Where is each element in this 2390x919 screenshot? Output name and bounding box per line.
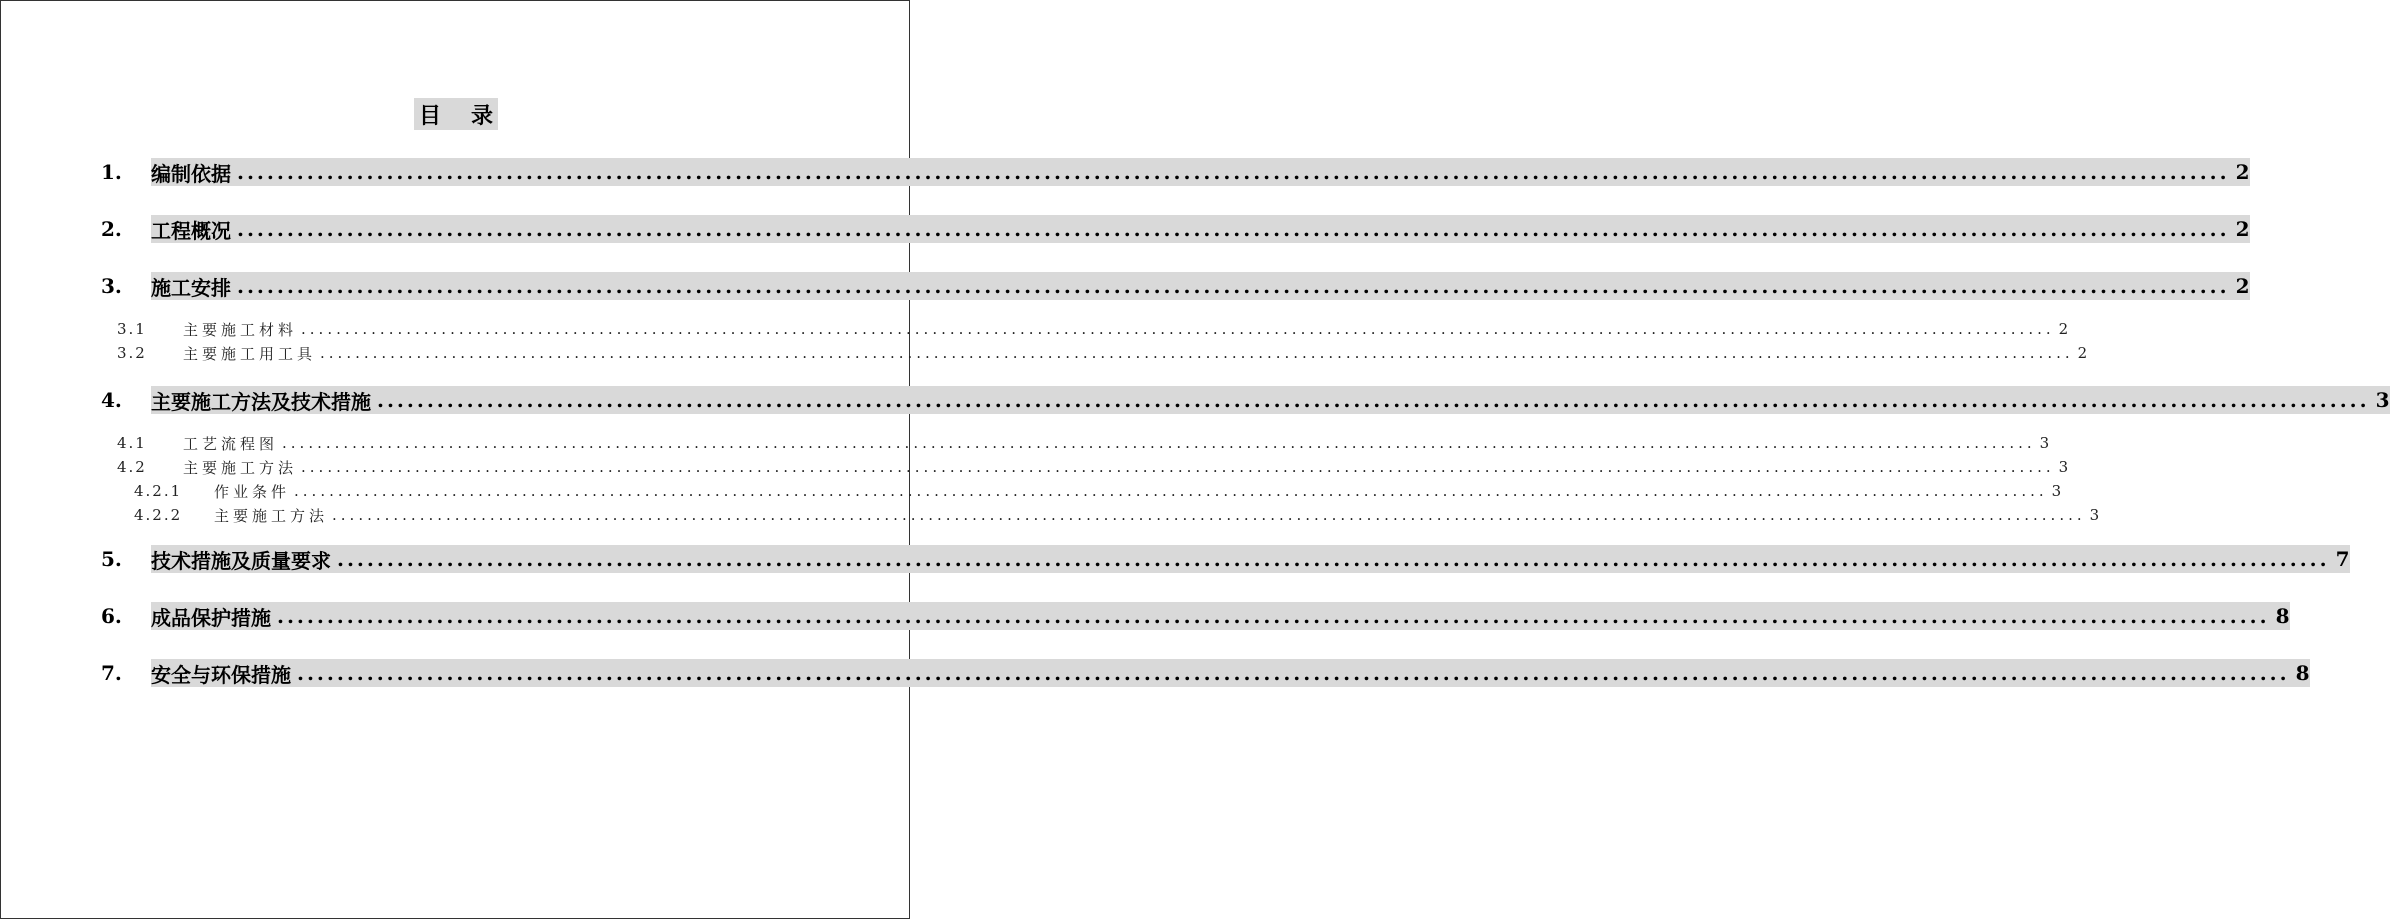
toc-entry-3[interactable]	[101, 272, 2250, 300]
toc-leader: ........................................................................................................................................................................................................	[301, 458, 2055, 476]
toc-entry-number: 7.	[101, 661, 151, 685]
toc-entry-text: 工程概况	[151, 218, 231, 243]
toc-entry-text: 作业条件	[214, 482, 291, 501]
toc-entry-text: 主要施工方法	[214, 506, 329, 525]
toc-leader: ........................................................................................................................................................................................................	[237, 217, 2230, 241]
toc-entry-text: 工艺流程图	[183, 434, 279, 453]
toc-entry-6[interactable]	[101, 602, 2290, 630]
toc-entry-5[interactable]	[101, 545, 2350, 573]
toc-entry-number: 4.2	[117, 458, 147, 476]
toc-leader: ........................................................................................................................................................................................................	[237, 274, 2230, 298]
toc-leader: ........................................................................................................................................................................................................	[297, 661, 2290, 685]
toc-entry-page: 2	[2235, 274, 2250, 298]
toc-title-left: 目	[418, 102, 441, 129]
toc-entry-4[interactable]	[101, 386, 2390, 414]
toc-leader: ........................................................................................................................................................................................................	[301, 320, 2055, 338]
toc-entry-page: 3	[2039, 434, 2050, 452]
toc-entry-3-2[interactable]	[117, 342, 2088, 364]
toc-entry-text: 技术措施及质量要求	[151, 548, 331, 573]
toc-leader: ........................................................................................................................................................................................................	[337, 547, 2330, 571]
toc-leader: ........................................................................................................................................................................................................	[377, 388, 2370, 412]
toc-title-right: 录	[471, 102, 494, 129]
toc-entry-text: 主要施工方法及技术措施	[151, 389, 371, 414]
toc-entry-page: 2	[2235, 160, 2250, 184]
toc-leader: ........................................................................................................................................................................................................	[320, 344, 2074, 362]
toc-leader: ........................................................................................................................................................................................................	[237, 160, 2230, 184]
toc-entry-text: 编制依据	[151, 161, 231, 186]
toc-entry-1[interactable]	[101, 158, 2250, 186]
toc-entry-3-1[interactable]	[117, 318, 2069, 340]
toc-entry-4-2-2[interactable]	[134, 504, 2100, 526]
toc-entry-text: 主要施工方法	[183, 458, 298, 477]
toc-entry-4-1[interactable]	[117, 432, 2050, 454]
toc-entry-page: 8	[2275, 604, 2290, 628]
toc-entry-text: 主要施工用工具	[183, 344, 317, 363]
toc-entry-number: 4.1	[117, 434, 147, 452]
toc-leader: ........................................................................................................................................................................................................	[294, 482, 2048, 500]
toc-entry-text: 成品保护措施	[151, 605, 271, 630]
toc-entry-number: 4.2.1	[134, 482, 183, 500]
toc-entry-text: 安全与环保措施	[151, 662, 291, 687]
toc-entry-text: 施工安排	[151, 275, 231, 300]
toc-entry-number: 6.	[101, 604, 151, 628]
toc-leader: ........................................................................................................................................................................................................	[277, 604, 2270, 628]
toc-leader: ........................................................................................................................................................................................................	[282, 434, 2036, 452]
toc-entry-number: 1.	[101, 160, 151, 184]
toc-entry-number: 5.	[101, 547, 151, 571]
toc-entry-page: 2	[2235, 217, 2250, 241]
toc-entry-7[interactable]	[101, 659, 2310, 687]
toc-entry-page: 2	[2058, 320, 2069, 338]
toc-title	[414, 98, 498, 130]
toc-entry-number: 2.	[101, 217, 151, 241]
toc-entry-page: 3	[2058, 458, 2069, 476]
toc-entry-page: 2	[2077, 344, 2088, 362]
toc-entry-page: 7	[2335, 547, 2350, 571]
toc-entry-page: 3	[2051, 482, 2062, 500]
toc-entry-page: 3	[2375, 388, 2390, 412]
toc-entry-text: 主要施工材料	[183, 320, 298, 339]
toc-entry-number: 3.	[101, 274, 151, 298]
toc-entry-2[interactable]	[101, 215, 2250, 243]
toc-leader: ........................................................................................................................................................................................................	[332, 506, 2086, 524]
toc-entry-number: 3.1	[117, 320, 147, 338]
toc-entry-number: 4.2.2	[134, 506, 183, 524]
toc-entry-page: 8	[2295, 661, 2310, 685]
toc-entry-page: 3	[2089, 506, 2100, 524]
toc-entry-number: 4.	[101, 388, 151, 412]
toc-entry-4-2-1[interactable]	[134, 480, 2062, 502]
toc-entry-number: 3.2	[117, 344, 147, 362]
toc-entry-4-2[interactable]	[117, 456, 2069, 478]
